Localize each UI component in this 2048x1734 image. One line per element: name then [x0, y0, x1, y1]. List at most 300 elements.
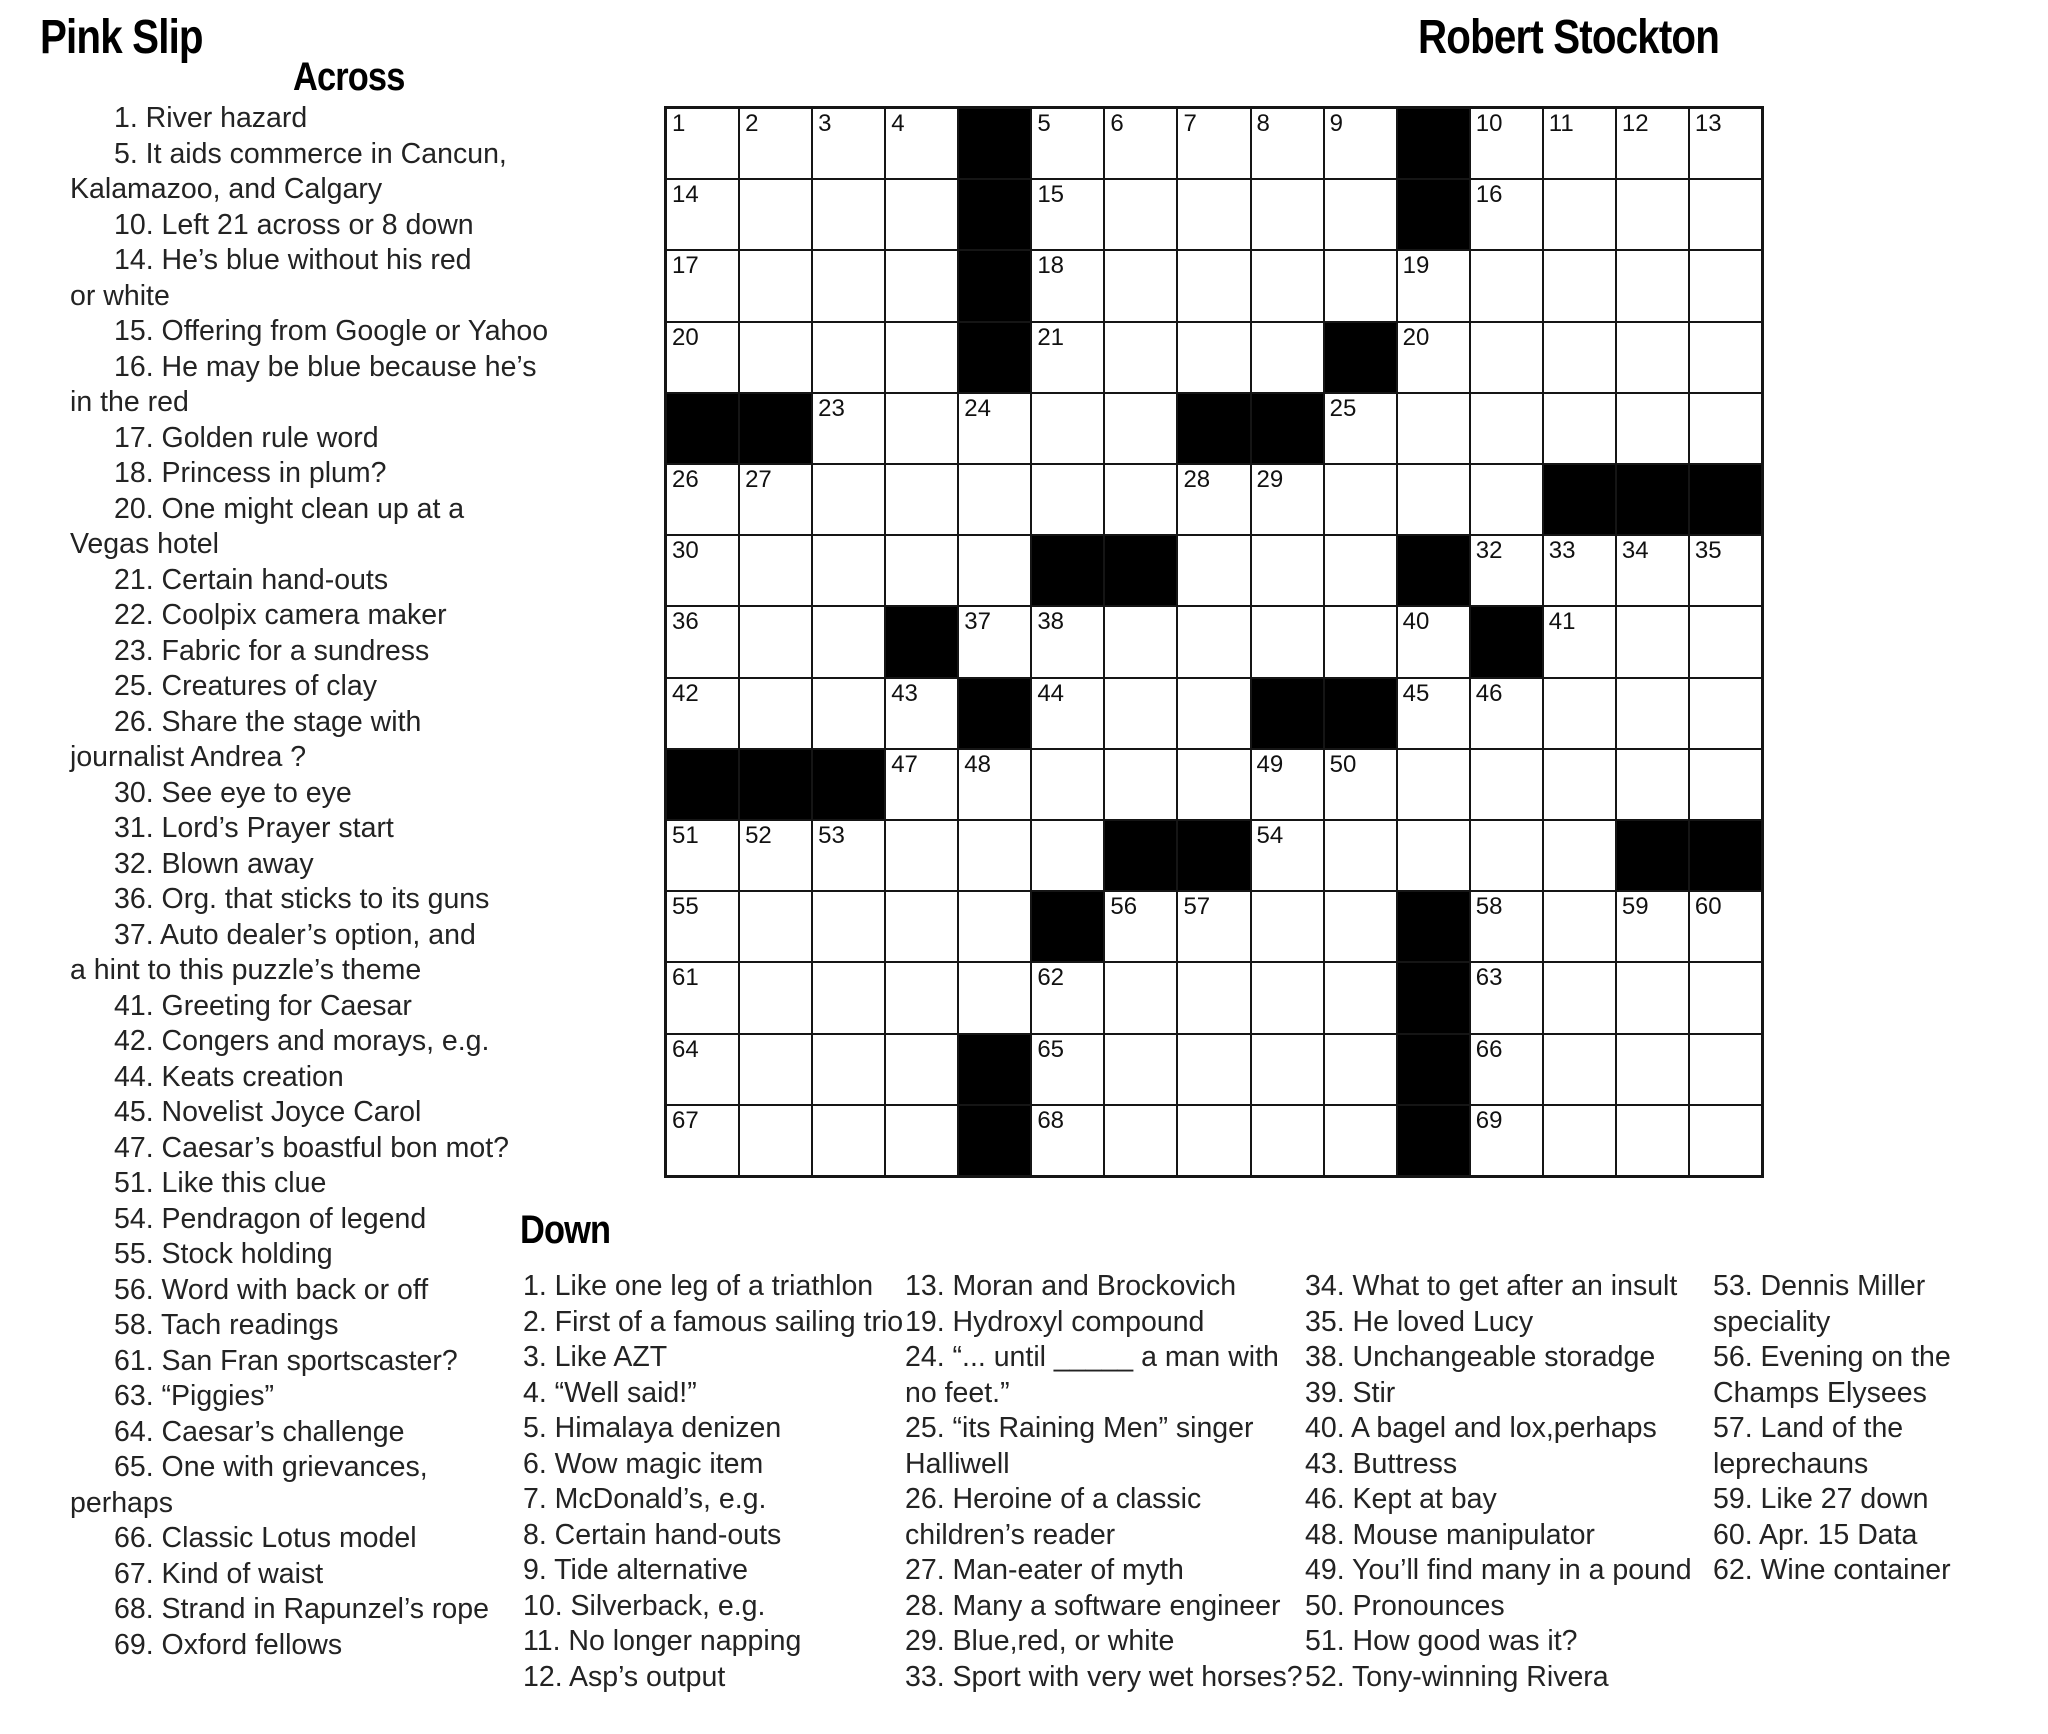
clue-line: 40. A bagel and lox,perhaps: [1305, 1412, 1657, 1444]
down-clue-column-4: [1713, 1269, 1951, 1589]
grid-cell[interactable]: [1177, 749, 1250, 820]
clue-line: 3. Like AZT: [523, 1341, 668, 1373]
grid-cell[interactable]: [812, 108, 885, 179]
grid-cell[interactable]: [1470, 393, 1543, 464]
grid-cell[interactable]: [739, 322, 812, 393]
grid-cell[interactable]: [1543, 820, 1616, 891]
cell-number: 52: [745, 821, 772, 849]
grid-cell[interactable]: [666, 535, 739, 606]
grid-cell[interactable]: [1031, 678, 1104, 749]
grid-cell[interactable]: [1689, 108, 1762, 179]
grid-cell[interactable]: [812, 535, 885, 606]
down-header: Down: [520, 1208, 611, 1252]
down-clue-column-1: [523, 1269, 903, 1695]
grid-cell[interactable]: [958, 962, 1031, 1033]
grid-cell[interactable]: [1616, 606, 1689, 677]
grid-cell[interactable]: [1397, 250, 1470, 321]
grid-cell[interactable]: [1251, 179, 1324, 250]
clue-line: 65. One with grievances,: [114, 1451, 428, 1483]
grid-cell[interactable]: [666, 1105, 739, 1176]
grid-cell-black: [958, 322, 1031, 393]
grid-cell[interactable]: [1616, 393, 1689, 464]
grid-cell[interactable]: [1470, 891, 1543, 962]
puzzle-title: Pink Slip: [40, 11, 203, 64]
grid-cell[interactable]: [885, 393, 958, 464]
grid-cell[interactable]: [1397, 820, 1470, 891]
grid-cell[interactable]: [958, 606, 1031, 677]
puzzle-author: Robert Stockton: [1418, 11, 1720, 64]
cell-number: 26: [672, 465, 699, 493]
grid-cell[interactable]: [812, 179, 885, 250]
cell-number: 63: [1475, 964, 1503, 992]
grid-cell[interactable]: [1616, 962, 1689, 1033]
grid-cell[interactable]: [1616, 891, 1689, 962]
grid-cell[interactable]: [739, 1034, 812, 1105]
grid-cell[interactable]: [1543, 606, 1616, 677]
grid-cell[interactable]: [1543, 108, 1616, 179]
grid-cell[interactable]: [958, 535, 1031, 606]
cell-number: 15: [1037, 181, 1065, 209]
grid-cell[interactable]: [1689, 535, 1762, 606]
grid-cell[interactable]: [1689, 179, 1762, 250]
grid-cell[interactable]: [1251, 322, 1324, 393]
clue-line: 21. Certain hand-outs: [114, 563, 389, 596]
grid-cell[interactable]: [1689, 322, 1762, 393]
grid-cell[interactable]: [1104, 891, 1177, 962]
grid-cell[interactable]: [1031, 179, 1104, 250]
clue-line-wrap: Halliwell: [905, 1447, 1010, 1480]
clue-line: 23. Fabric for a sundress: [114, 634, 430, 667]
grid-cell-black: [1031, 891, 1104, 962]
grid-cell[interactable]: [885, 678, 958, 749]
grid-cell[interactable]: [812, 891, 885, 962]
grid-cell[interactable]: [739, 891, 812, 962]
crossword-grid[interactable]: [664, 106, 1764, 1178]
cell-number: 17: [672, 252, 699, 280]
clue-line: 16. He may be blue because he’s: [114, 350, 537, 383]
cell-number: 44: [1037, 679, 1065, 707]
grid-cell[interactable]: [1324, 250, 1397, 321]
grid-cell[interactable]: [1251, 606, 1324, 677]
grid-cell[interactable]: [1031, 606, 1104, 677]
grid-cell[interactable]: [1397, 749, 1470, 820]
grid-cell[interactable]: [1543, 250, 1616, 321]
grid-cell[interactable]: [885, 891, 958, 962]
grid-cell[interactable]: [1104, 322, 1177, 393]
clue-line: 8. Certain hand-outs: [523, 1518, 782, 1551]
grid-cell[interactable]: [1616, 678, 1689, 749]
cell-number: 59: [1621, 893, 1649, 921]
grid-cell[interactable]: [666, 962, 739, 1033]
cell-number: 11: [1548, 110, 1574, 137]
grid-cell[interactable]: [812, 464, 885, 535]
grid-cell[interactable]: [1470, 535, 1543, 606]
grid-cell[interactable]: [1470, 108, 1543, 179]
grid-cell-black: [1251, 678, 1324, 749]
cell-number: 47: [891, 750, 918, 778]
grid-cell[interactable]: [1177, 250, 1250, 321]
grid-cell-black: [958, 678, 1031, 749]
grid-cell[interactable]: [885, 179, 958, 250]
cell-number: 3: [818, 110, 832, 137]
grid-cell[interactable]: [739, 535, 812, 606]
grid-cell[interactable]: [1616, 179, 1689, 250]
grid-cell[interactable]: [1104, 179, 1177, 250]
grid-cell[interactable]: [885, 250, 958, 321]
grid-cell[interactable]: [1616, 1105, 1689, 1176]
cell-number: 58: [1475, 893, 1503, 921]
clue-line: 31. Lord’s Prayer start: [114, 812, 394, 844]
grid-cell[interactable]: [1251, 891, 1324, 962]
grid-cell[interactable]: [1689, 678, 1762, 749]
grid-cell-black: [958, 1034, 1031, 1105]
clue-line: 12. Asp’s output: [523, 1660, 726, 1693]
grid-cell[interactable]: [958, 749, 1031, 820]
clue-line: 36. Org. that sticks to its guns: [114, 883, 490, 915]
grid-cell[interactable]: [1104, 749, 1177, 820]
grid-cell[interactable]: [1177, 1034, 1250, 1105]
grid-cell[interactable]: [1031, 749, 1104, 820]
grid-cell[interactable]: [812, 322, 885, 393]
clue-line: 24. “... until _____ a man with: [905, 1341, 1279, 1373]
clue-line: 48. Mouse manipulator: [1305, 1518, 1595, 1551]
grid-cell[interactable]: [1031, 108, 1104, 179]
grid-cell[interactable]: [812, 1105, 885, 1176]
clue-line: 26. Share the stage with: [114, 705, 422, 738]
grid-cell-black: [812, 749, 885, 820]
grid-cell[interactable]: [1251, 108, 1324, 179]
clue-line: 51. Like this clue: [114, 1167, 327, 1199]
clue-line: 50. Pronounces: [1305, 1589, 1505, 1622]
grid-cell[interactable]: [739, 678, 812, 749]
clue-line: 17. Golden rule word: [114, 421, 379, 454]
grid-cell[interactable]: [1616, 1034, 1689, 1105]
grid-cell[interactable]: [739, 962, 812, 1033]
grid-cell[interactable]: [1104, 393, 1177, 464]
grid-cell[interactable]: [1470, 678, 1543, 749]
grid-cell[interactable]: [1689, 891, 1762, 962]
grid-cell[interactable]: [1031, 962, 1104, 1033]
grid-cell[interactable]: [1616, 322, 1689, 393]
grid-cell[interactable]: [1470, 820, 1543, 891]
cell-number: 36: [672, 608, 699, 636]
down-clue-column-3: [1305, 1269, 1692, 1695]
grid-cell[interactable]: [1470, 749, 1543, 820]
cell-number: 33: [1548, 537, 1576, 565]
grid-cell[interactable]: [1104, 962, 1177, 1033]
clue-line-wrap: Champs Elysees: [1713, 1376, 1927, 1409]
grid-cell[interactable]: [739, 108, 812, 179]
grid-cell[interactable]: [1543, 535, 1616, 606]
clue-line: 57. Land of the: [1713, 1412, 1904, 1444]
clue-line: 68. Strand in Rapunzel’s rope: [114, 1593, 489, 1625]
cell-number: 57: [1183, 893, 1211, 921]
cell-number: 29: [1256, 465, 1284, 493]
grid-cell[interactable]: [1324, 962, 1397, 1033]
clue-line: 22. Coolpix camera maker: [114, 599, 447, 631]
grid-cell[interactable]: [1616, 535, 1689, 606]
grid-cell[interactable]: [885, 1034, 958, 1105]
clue-line: 14. He’s blue without his red: [114, 244, 472, 276]
grid-cell-black: [739, 393, 812, 464]
clue-line: 20. One might clean up at a: [114, 492, 465, 525]
grid-cell[interactable]: [1031, 464, 1104, 535]
down-clue-column-2: [905, 1269, 1303, 1695]
grid-cell[interactable]: [1470, 250, 1543, 321]
grid-cell[interactable]: [1104, 108, 1177, 179]
clue-line: 32. Blown away: [114, 847, 314, 880]
clue-line: 5. It aids commerce in Cancun,: [114, 137, 507, 170]
grid-cell[interactable]: [739, 250, 812, 321]
grid-cell-black: [1397, 1034, 1470, 1105]
grid-cell[interactable]: [1543, 179, 1616, 250]
grid-cell[interactable]: [1324, 179, 1397, 250]
clue-line: 54. Pendragon of legend: [114, 1202, 427, 1235]
grid-cell[interactable]: [1031, 250, 1104, 321]
grid-cell-black: [1397, 891, 1470, 962]
clue-line: 53. Dennis Miller: [1713, 1270, 1926, 1302]
grid-cell[interactable]: [1616, 749, 1689, 820]
grid-cell[interactable]: [1177, 464, 1250, 535]
grid-cell-black: [1397, 108, 1470, 179]
cell-number: 51: [672, 821, 699, 849]
grid-cell[interactable]: [812, 962, 885, 1033]
grid-cell[interactable]: [1251, 464, 1324, 535]
grid-cell[interactable]: [1177, 1105, 1250, 1176]
grid-cell[interactable]: [1689, 250, 1762, 321]
grid-cell-black: [1104, 535, 1177, 606]
grid-cell[interactable]: [812, 820, 885, 891]
grid-cell[interactable]: [1543, 962, 1616, 1033]
grid-cell[interactable]: [666, 108, 739, 179]
grid-cell[interactable]: [1104, 606, 1177, 677]
grid-cell[interactable]: [1324, 1105, 1397, 1176]
cell-number: 65: [1037, 1035, 1065, 1063]
grid-cell[interactable]: [1470, 464, 1543, 535]
clue-line: 47. Caesar’s boastful bon mot?: [114, 1131, 510, 1164]
grid-cell-black: [1689, 820, 1762, 891]
grid-cell[interactable]: [885, 322, 958, 393]
cell-number: 20: [1402, 323, 1430, 351]
grid-cell[interactable]: [1543, 1105, 1616, 1176]
cell-number: 8: [1256, 110, 1270, 137]
clue-line: 41. Greeting for Caesar: [114, 989, 412, 1022]
grid-cell[interactable]: [1104, 1105, 1177, 1176]
clue-line: 10. Left 21 across or 8 down: [114, 208, 474, 241]
cell-number: 67: [672, 1106, 699, 1134]
grid-cell[interactable]: [739, 179, 812, 250]
cell-number: 38: [1037, 608, 1065, 636]
grid-cell-black: [1689, 464, 1762, 535]
grid-cell[interactable]: [885, 1105, 958, 1176]
clue-line-wrap: speciality: [1713, 1305, 1831, 1338]
clue-line: 25. “its Raining Men” singer: [905, 1412, 1254, 1444]
clue-line: 27. Man-eater of myth: [905, 1554, 1184, 1586]
grid-cell[interactable]: [1470, 179, 1543, 250]
grid-cell[interactable]: [1324, 393, 1397, 464]
grid-cell[interactable]: [1177, 678, 1250, 749]
grid-cell[interactable]: [1689, 606, 1762, 677]
grid-cell-black: [1397, 179, 1470, 250]
grid-cell[interactable]: [812, 678, 885, 749]
clue-line: 26. Heroine of a classic: [905, 1483, 1202, 1515]
grid-cell[interactable]: [1177, 179, 1250, 250]
grid-cell[interactable]: [1177, 962, 1250, 1033]
grid-cell-black: [666, 749, 739, 820]
clue-line: 56. Word with back or off: [114, 1273, 429, 1306]
clue-line-wrap: journalist Andrea ?: [70, 741, 307, 773]
grid-cell[interactable]: [885, 820, 958, 891]
cell-number: 68: [1037, 1106, 1065, 1134]
clue-line: 43. Buttress: [1305, 1447, 1458, 1480]
clue-line: 19. Hydroxyl compound: [905, 1305, 1205, 1338]
clue-line: 18. Princess in plum?: [114, 457, 387, 489]
grid-cell[interactable]: [666, 820, 739, 891]
grid-cell[interactable]: [666, 1034, 739, 1105]
cell-number: 34: [1621, 537, 1649, 565]
clue-line: 60. Apr. 15 Data: [1713, 1518, 1918, 1551]
cell-number: 5: [1037, 110, 1051, 137]
clue-line: 45. Novelist Joyce Carol: [114, 1096, 422, 1128]
grid-cell[interactable]: [1397, 606, 1470, 677]
grid-cell[interactable]: [1177, 322, 1250, 393]
grid-cell[interactable]: [1104, 1034, 1177, 1105]
grid-cell[interactable]: [958, 464, 1031, 535]
grid-cell[interactable]: [1689, 1034, 1762, 1105]
grid-cell[interactable]: [1689, 393, 1762, 464]
grid-cell[interactable]: [1397, 678, 1470, 749]
grid-cell[interactable]: [1324, 464, 1397, 535]
grid-cell[interactable]: [739, 606, 812, 677]
grid-cell[interactable]: [666, 464, 739, 535]
grid-cell[interactable]: [1689, 962, 1762, 1033]
grid-cell-black: [1031, 535, 1104, 606]
grid-cell[interactable]: [1470, 962, 1543, 1033]
grid-cell-black: [1177, 393, 1250, 464]
grid-cell[interactable]: [1543, 891, 1616, 962]
grid-cell[interactable]: [1251, 535, 1324, 606]
cell-number: 49: [1256, 750, 1284, 778]
grid-cell[interactable]: [666, 678, 739, 749]
grid-cell[interactable]: [666, 179, 739, 250]
grid-cell[interactable]: [1689, 1105, 1762, 1176]
grid-cell[interactable]: [1251, 820, 1324, 891]
cell-number: 25: [1329, 394, 1357, 422]
grid-cell[interactable]: [1251, 1034, 1324, 1105]
grid-cell-black: [1397, 535, 1470, 606]
grid-cell[interactable]: [885, 464, 958, 535]
grid-cell[interactable]: [1104, 464, 1177, 535]
grid-cell[interactable]: [885, 962, 958, 1033]
cell-number: 10: [1475, 110, 1503, 137]
grid-cell[interactable]: [1177, 108, 1250, 179]
cell-number: 54: [1256, 821, 1284, 849]
grid-cell[interactable]: [958, 393, 1031, 464]
grid-cell[interactable]: [958, 891, 1031, 962]
cell-number: 53: [818, 821, 845, 849]
grid-cell[interactable]: [1251, 749, 1324, 820]
grid-cell[interactable]: [1470, 1034, 1543, 1105]
grid-cell[interactable]: [1031, 322, 1104, 393]
grid-cell[interactable]: [1251, 250, 1324, 321]
grid-cell[interactable]: [1177, 891, 1250, 962]
grid-cell[interactable]: [1177, 535, 1250, 606]
grid-cell[interactable]: [885, 535, 958, 606]
cell-number: 16: [1475, 181, 1503, 209]
grid-cell[interactable]: [1031, 1105, 1104, 1176]
grid-cell[interactable]: [1543, 322, 1616, 393]
grid-cell[interactable]: [666, 250, 739, 321]
grid-cell[interactable]: [1104, 250, 1177, 321]
grid-cell[interactable]: [1324, 535, 1397, 606]
grid-cell[interactable]: [1470, 1105, 1543, 1176]
grid-cell[interactable]: [1689, 749, 1762, 820]
grid-cell[interactable]: [1324, 749, 1397, 820]
grid-cell[interactable]: [812, 1034, 885, 1105]
grid-cell[interactable]: [1470, 322, 1543, 393]
grid-cell[interactable]: [1251, 1105, 1324, 1176]
grid-cell[interactable]: [1324, 891, 1397, 962]
grid-cell[interactable]: [812, 606, 885, 677]
cell-number: 45: [1402, 679, 1430, 707]
clue-line: 1. Like one leg of a triathlon: [523, 1270, 874, 1302]
cell-number: 1: [672, 110, 686, 137]
grid-cell[interactable]: [739, 820, 812, 891]
grid-cell-black: [1397, 1105, 1470, 1176]
grid-cell[interactable]: [1397, 393, 1470, 464]
grid-cell[interactable]: [1031, 1034, 1104, 1105]
grid-cell[interactable]: [666, 322, 739, 393]
grid-cell[interactable]: [1616, 250, 1689, 321]
grid-cell[interactable]: [1031, 820, 1104, 891]
grid-cell[interactable]: [739, 1105, 812, 1176]
grid-cell[interactable]: [958, 820, 1031, 891]
grid-cell[interactable]: [1543, 393, 1616, 464]
grid-cell[interactable]: [666, 891, 739, 962]
grid-cell[interactable]: [1324, 1034, 1397, 1105]
cell-number: 32: [1475, 537, 1503, 565]
grid-cell[interactable]: [1104, 678, 1177, 749]
grid-cell[interactable]: [1324, 820, 1397, 891]
grid-cell[interactable]: [1543, 749, 1616, 820]
grid-cell[interactable]: [1543, 1034, 1616, 1105]
grid-cell[interactable]: [885, 749, 958, 820]
grid-cell[interactable]: [1616, 108, 1689, 179]
grid-cell[interactable]: [885, 108, 958, 179]
grid-cell[interactable]: [1177, 606, 1250, 677]
grid-cell[interactable]: [1324, 606, 1397, 677]
across-header: Across: [293, 55, 405, 99]
clue-line: 35. He loved Lucy: [1305, 1305, 1534, 1338]
grid-cell[interactable]: [1397, 322, 1470, 393]
grid-cell[interactable]: [666, 606, 739, 677]
grid-cell[interactable]: [1031, 393, 1104, 464]
grid-cell[interactable]: [1251, 962, 1324, 1033]
clue-line-wrap: no feet.”: [905, 1376, 1010, 1409]
grid-cell[interactable]: [1543, 678, 1616, 749]
grid-cell[interactable]: [812, 393, 885, 464]
clue-line: 62. Wine container: [1713, 1554, 1951, 1586]
clue-line: 39. Stir: [1305, 1376, 1396, 1409]
grid-cell[interactable]: [739, 464, 812, 535]
cell-number: 7: [1183, 110, 1197, 137]
clue-line: 33. Sport with very wet horses?: [905, 1660, 1303, 1693]
grid-cell-black: [739, 749, 812, 820]
grid-cell[interactable]: [1324, 108, 1397, 179]
grid-cell[interactable]: [1397, 464, 1470, 535]
grid-cell[interactable]: [812, 250, 885, 321]
grid-cell-black: [1324, 322, 1397, 393]
